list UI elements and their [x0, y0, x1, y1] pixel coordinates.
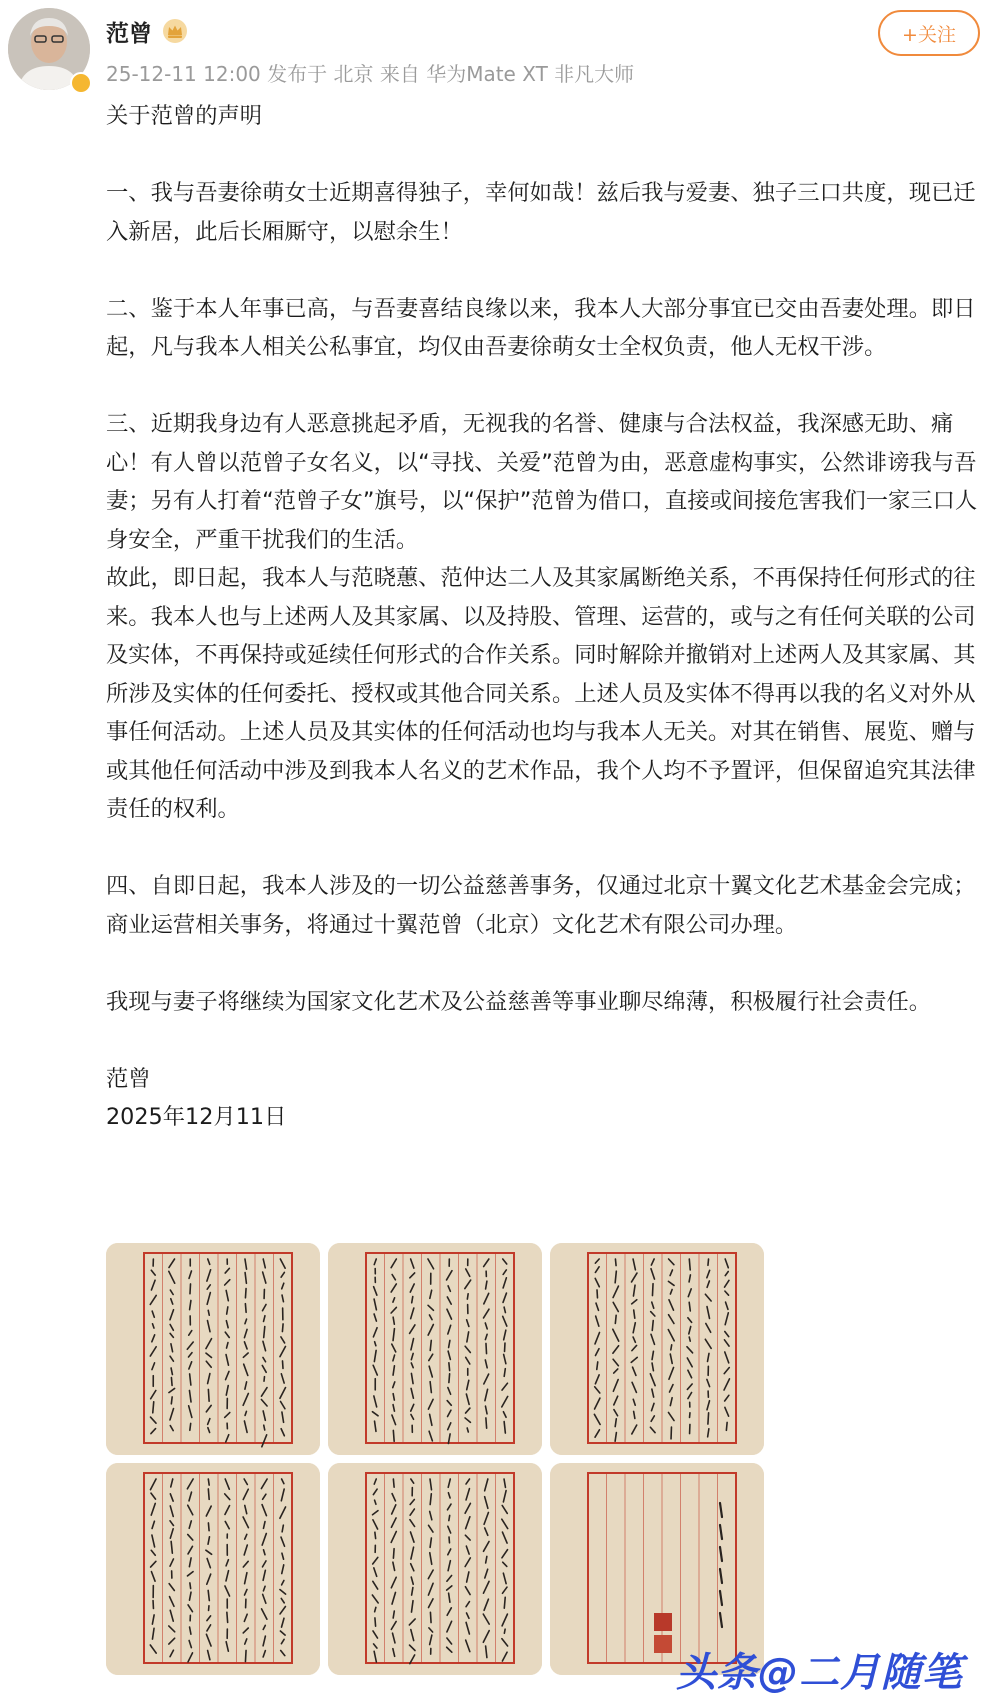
handwritten-letter-image: [328, 1463, 542, 1675]
crown-icon: [162, 18, 188, 44]
handwritten-letter-image: [106, 1243, 320, 1455]
paragraph-3: 三、近期我身边有人恶意挑起矛盾，无视我的名誉、健康与合法权益，我深感无助、痛心！有人曾以范曾子女名义，以“寻找、关爱”范曾为由，恶意虚构事实，公然诽谤我与吾妻；另有人打着“范曾子女”旗号，以“保护”范曾为借口，直接或间接危害我们一家三口人身安全，严重干扰我们的生活。 故此，即日起，我本人与范晓蕙、范仲达二人及其家属断绝关系，不再保持任何形式的往来。我本人也与上述两人及其家属、以及持股、管理、运营的，或与之有任何关联的公司及实体，不再保持或延续任何形式的合作关系。同时解除并撤销对上述两人及其家属、其所涉及实体的任何委托、授权或其他合同关系。上述人员及实体不得再以我的名义对外从事任何活动。上述人员及其实体的任何活动也均与我本人无关。对其在销售、展览、赠与或其他任何活动中涉及到我本人名义的艺术作品，我个人均不予置评，但保留追究其法律责任的权利。: [106, 405, 986, 829]
post-date: 2025年12月11日: [106, 1098, 986, 1137]
follow-button[interactable]: +关注: [878, 10, 980, 56]
signature: 范曾: [106, 1060, 986, 1099]
paragraph-4: 四、自即日起，我本人涉及的一切公益慈善事务，仅通过北京十翼文化艺术基金会完成；商业运营相关事务，将通过十翼范曾（北京）文化艺术有限公司办理。: [106, 867, 986, 944]
gallery-image-4[interactable]: [106, 1463, 320, 1675]
gallery-image-1[interactable]: [106, 1243, 320, 1455]
gallery-image-5[interactable]: [328, 1463, 542, 1675]
gallery-image-2[interactable]: [328, 1243, 542, 1455]
username-row: [106, 14, 188, 48]
post-header: [0, 0, 1000, 100]
paragraph-1: 一、我与吾妻徐萌女士近期喜得独子，幸何如哉！兹后我与爱妻、独子三口共度，现已迁入新居，此后长厢厮守，以慰余生！: [106, 174, 986, 251]
image-gallery: [106, 1243, 766, 1675]
post-title: 关于范曾的声明: [106, 97, 986, 136]
post-meta: 25-12-11 12:00 发布于 北京 来自 华为Mate XT 非凡大师: [106, 58, 634, 87]
gallery-image-3[interactable]: [550, 1243, 764, 1455]
paragraph-2: 二、鉴于本人年事已高，与吾妻喜结良缘以来，我本人大部分事宜已交由吾妻处理。即日起，凡与我本人相关公私事宜，均仅由吾妻徐萌女士全权负责，他人无权干涉。: [106, 290, 986, 367]
watermark: 头条@二月随笔: [676, 1641, 963, 1698]
handwritten-letter-image: [328, 1243, 542, 1455]
paragraph-5: 我现与妻子将继续为国家文化艺术及公益慈善等事业聊尽绵薄，积极履行社会责任。: [106, 983, 986, 1022]
username[interactable]: 范曾: [106, 15, 152, 48]
verified-badge-icon: [70, 72, 92, 94]
post-content: [106, 97, 986, 1137]
handwritten-letter-image: [550, 1243, 764, 1455]
handwritten-letter-image: [106, 1463, 320, 1675]
